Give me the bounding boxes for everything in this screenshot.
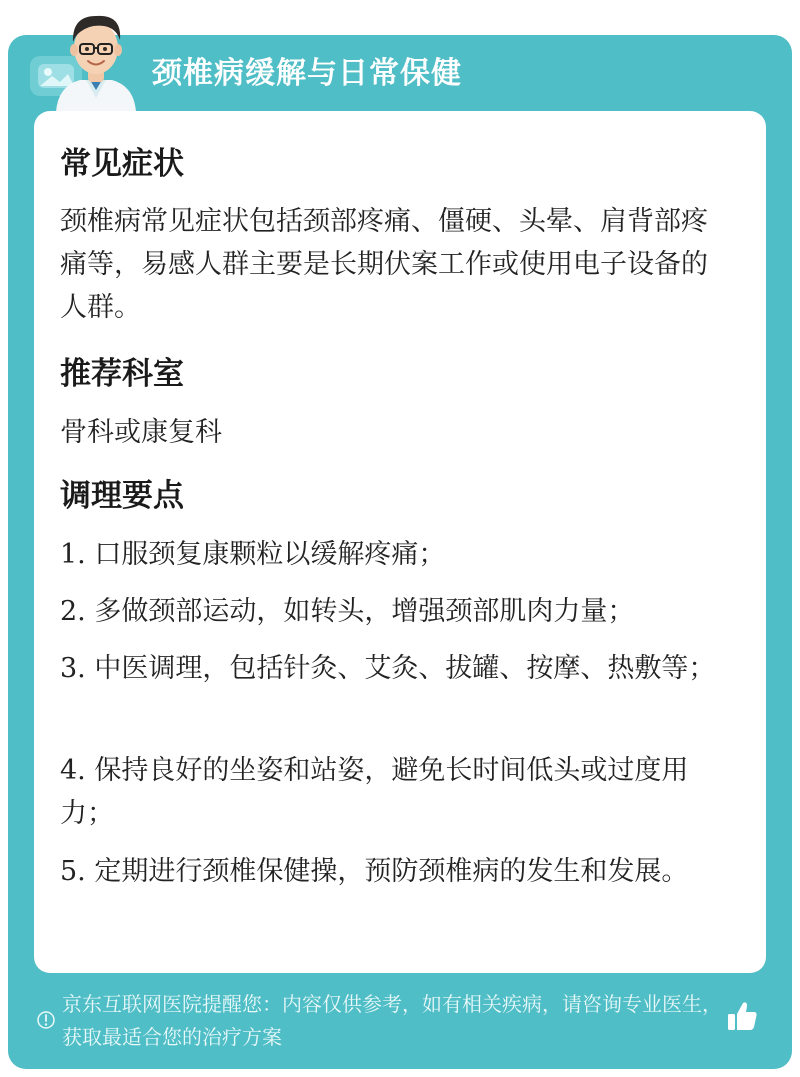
list-item [60,533,730,576]
list-item-text: 多做颈部运动，如转头，增强颈部肌肉力量； [94,596,635,627]
list-item-text: 中医调理，包括针灸、艾灸、拔罐、按摩、热敷等； [94,653,716,684]
list-item-text: 定期进行颈椎保健操，预防颈椎病的发生和发展。 [94,856,689,887]
list-item [60,647,730,690]
doctor-avatar-icon [46,6,146,112]
list-item-number: 1. [60,539,86,570]
list-item-number: 5. [60,856,86,887]
list-item [60,850,730,893]
disclaimer-text: 京东互联网医院提醒您：内容仅供参考，如有相关疾病，请咨询专业医生，获取最适合您的治疗方案 [62,992,722,1049]
list-item-text: 口服颈复康颗粒以缓解疼痛； [94,539,446,570]
info-icon [36,1010,56,1030]
list-item-number: 4. [60,755,86,786]
list-item [60,590,730,633]
care-heading: 调理要点 [60,478,184,514]
list-item-text: 保持良好的坐姿和站姿，避免长时间低头或过度用力； [60,755,689,829]
list-item-number: 2. [60,596,86,627]
list-item [60,749,730,835]
thumbs-up-icon[interactable] [722,996,762,1036]
department-heading: 推荐科室 [60,356,184,392]
list-item-number: 3. [60,653,86,684]
symptoms-text: 颈椎病常见症状包括颈部疼痛、僵硬、头晕、肩背部疼痛等，易感人群主要是长期伏案工作或使用电子设备的人群。 [60,206,708,323]
page-title: 颈椎病缓解与日常保健 [152,56,462,91]
symptoms-heading: 常见症状 [60,146,184,182]
department-text: 骨科或康复科 [60,417,222,448]
